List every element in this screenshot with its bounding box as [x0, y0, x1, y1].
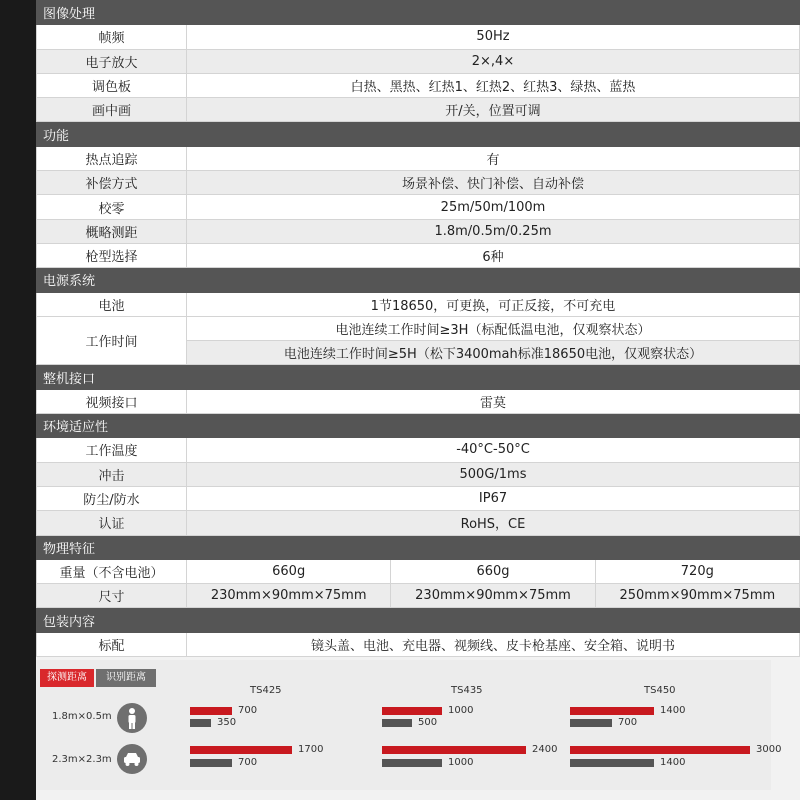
recognize-range-value: 1000 — [448, 757, 474, 768]
detect-range-bar — [570, 707, 654, 715]
spec-row — [37, 49, 800, 73]
tab-recognize-range[interactable]: 识别距离 — [96, 669, 156, 687]
spec-row — [37, 73, 800, 97]
range-panel — [36, 660, 782, 790]
spec-label: 概略测距 — [37, 219, 187, 243]
spec-value: IP67 — [187, 486, 800, 510]
recognize-range-bar — [190, 719, 211, 727]
detect-range-bar — [190, 707, 232, 715]
spec-row — [37, 292, 800, 316]
recognize-range-value: 700 — [618, 717, 638, 728]
spec-label: 重量（不含电池） — [37, 559, 187, 583]
tab-detect-range[interactable]: 探测距离 — [40, 669, 94, 687]
spec-value: 镜头盖、电池、充电器、视频线、皮卡枪基座、安全箱、说明书 — [187, 632, 800, 656]
section-title: 功能 — [37, 122, 800, 146]
spec-row — [37, 146, 800, 170]
spec-row — [37, 462, 800, 486]
section-title: 整机接口 — [37, 365, 800, 389]
spec-value: 720g — [595, 559, 799, 583]
spec-row — [37, 195, 800, 219]
spec-value: 25m/50m/100m — [187, 195, 800, 219]
spec-label: 标配 — [37, 632, 187, 656]
section-header — [37, 535, 800, 559]
spec-row — [37, 559, 800, 583]
spec-table — [36, 0, 800, 657]
spec-value: 1.8m/0.5m/0.25m — [187, 219, 800, 243]
recognize-range-value: 500 — [418, 717, 438, 728]
car-icon — [117, 744, 147, 774]
spec-label: 枪型选择 — [37, 243, 187, 267]
model-label: TS425 — [250, 685, 282, 696]
recognize-range-bar — [382, 759, 442, 767]
recognize-range-bar — [570, 719, 612, 727]
section-title: 环境适应性 — [37, 414, 800, 438]
section-title: 物理特征 — [37, 535, 800, 559]
detect-range-value: 1000 — [448, 705, 474, 716]
model-label: TS450 — [644, 685, 676, 696]
spec-label: 电池 — [37, 292, 187, 316]
left-edge — [0, 0, 10, 800]
spec-label: 冲击 — [37, 462, 187, 486]
spec-value: 6种 — [187, 243, 800, 267]
spec-row — [37, 219, 800, 243]
section-title: 图像处理 — [37, 1, 800, 25]
spec-row — [37, 98, 800, 122]
detect-range-value: 3000 — [756, 744, 782, 755]
detect-range-bar — [382, 707, 442, 715]
section-header — [37, 414, 800, 438]
spec-value: 230mm×90mm×75mm — [187, 584, 391, 608]
spec-row — [37, 438, 800, 462]
recognize-range-value: 350 — [217, 717, 237, 728]
spec-label: 工作温度 — [37, 438, 187, 462]
spec-label: 视频接口 — [37, 389, 187, 413]
recognize-range-value: 700 — [238, 757, 258, 768]
spec-value: 场景补偿、快门补偿、自动补偿 — [187, 171, 800, 195]
detect-range-bar — [382, 746, 526, 754]
target-size-label: 1.8m×0.5m — [52, 711, 112, 722]
spec-value: RoHS，CE — [187, 511, 800, 535]
spec-label: 认证 — [37, 511, 187, 535]
detect-range-value: 700 — [238, 705, 258, 716]
spec-label: 尺寸 — [37, 584, 187, 608]
spec-label: 补偿方式 — [37, 171, 187, 195]
recognize-range-bar — [190, 759, 232, 767]
section-header — [37, 268, 800, 292]
spec-value: 660g — [187, 559, 391, 583]
section-title: 包装内容 — [37, 608, 800, 632]
spec-row — [37, 25, 800, 49]
detect-range-value: 1700 — [298, 744, 324, 755]
spec-row — [37, 389, 800, 413]
section-header — [37, 365, 800, 389]
spec-row — [37, 243, 800, 267]
spec-value: 雷莫 — [187, 389, 800, 413]
spec-label: 工作时间 — [37, 316, 187, 365]
spec-row — [37, 584, 800, 608]
section-header — [37, 122, 800, 146]
spec-value: 500G/1ms — [187, 462, 800, 486]
spec-value: 电池连续工作时间≥3H（标配低温电池，仅观察状态） — [187, 316, 800, 340]
spec-label: 帧频 — [37, 25, 187, 49]
detect-range-bar — [190, 746, 292, 754]
section-header — [37, 1, 800, 25]
detect-range-value: 1400 — [660, 705, 686, 716]
spec-value: 开/关，位置可调 — [187, 98, 800, 122]
section-title: 电源系统 — [37, 268, 800, 292]
spec-label: 画中画 — [37, 98, 187, 122]
recognize-range-bar — [382, 719, 412, 727]
spec-value: 白热、黑热、红热1、红热2、红热3、绿热、蓝热 — [187, 73, 800, 97]
section-header — [37, 608, 800, 632]
spec-row — [37, 486, 800, 510]
spec-row — [37, 511, 800, 535]
spec-value: -40°C-50°C — [187, 438, 800, 462]
spec-value: 250mm×90mm×75mm — [595, 584, 799, 608]
person-icon — [117, 703, 147, 733]
spec-value: 50Hz — [187, 25, 800, 49]
spec-label: 防尘/防水 — [37, 486, 187, 510]
spec-value: 230mm×90mm×75mm — [391, 584, 595, 608]
spec-row — [37, 632, 800, 656]
spec-value: 电池连续工作时间≥5H（松下3400mah标准18650电池，仅观察状态） — [187, 341, 800, 365]
spec-label: 校零 — [37, 195, 187, 219]
model-label: TS435 — [451, 685, 483, 696]
spec-row — [37, 171, 800, 195]
recognize-range-bar — [570, 759, 654, 767]
recognize-range-value: 1400 — [660, 757, 686, 768]
detect-range-value: 2400 — [532, 744, 558, 755]
spec-value: 1节18650，可更换，可正反接，不可充电 — [187, 292, 800, 316]
spec-value: 有 — [187, 146, 800, 170]
spec-row — [37, 316, 800, 340]
detect-range-bar — [570, 746, 750, 754]
spec-label: 热点追踪 — [37, 146, 187, 170]
spec-label: 调色板 — [37, 73, 187, 97]
spec-value: 660g — [391, 559, 595, 583]
spec-value: 2×,4× — [187, 49, 800, 73]
target-size-label: 2.3m×2.3m — [52, 754, 112, 765]
spec-label: 电子放大 — [37, 49, 187, 73]
